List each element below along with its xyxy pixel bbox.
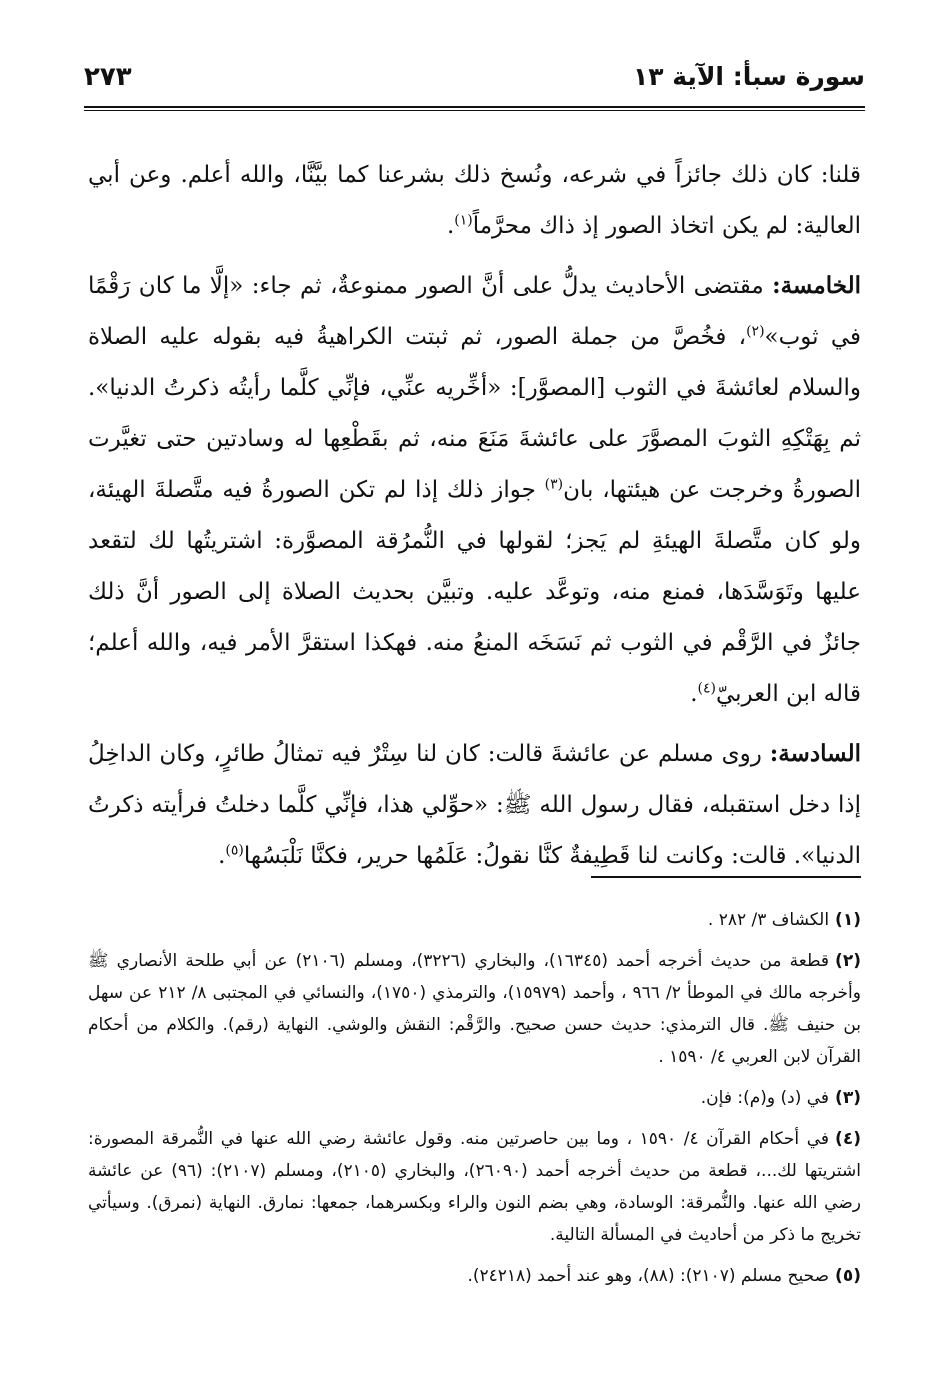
paragraph-text: ، فخُصَّ من جملة الصور، ثم ثبتت الكراهيةُ فيه بقوله عليه الصلاة والسلام لعائشةَ في الثوب [المصوَّر]: «أخِّريه عنِّي، فإنِّي كلَّما رأيتُه ذكرتُ الدنيا». ثم بِهَتْكِهِ الثوبَ المصوَّرَ على عائشةَ مَنَعَ منه، ثم بقَطْعِها له وسادتين حتى تغيَّرت الصورةُ وخرجت عن هيئتها، بان [88,324,861,503]
section-heading-fifth: الخامسة: [772,272,861,299]
main-text [88,150,861,890]
footnote-text: قطعة من حديث أخرجه أحمد (١٦٣٤٥)، والبخاري (٣٢٢٦)، ومسلم (٢١٠٦) عن أبي طلحة الأنصاري ﷺ وأخرجه مالك في الموطأ ٢/ ٩٦٦ ، وأحمد (١٥٩٧٩)، والترمذي (١٧٥٠)، والنسائي في المجتبى ٨/ ٢١٢ عن سهل بن حنيف ﷺ. قال الترمذي: حديث حسن صحيح. والرَّقْم: النقش والوشي. النهاية (رقم). والكلام من أحكام القرآن لابن العربي ٤/ ١٥٩٠ . [88,951,861,1067]
footnote-separator [591,876,861,878]
running-title: سورة سبأ: الآية ١٣ [633,62,865,91]
paragraph-end: . [690,681,698,707]
paragraph-text: قلنا: كان ذلك جائزاً في شرعه، ونُسخ ذلك بشرعنا كما بيَّنَّا، والله أعلم. وعن أبي العالية: لم يكن اتخاذ الصور إذ ذاك محرَّماً [88,162,861,239]
footnote-ref-2: (٢) [746,323,765,340]
footnote-ref-3: (٣) [544,476,564,493]
page-header [84,62,865,102]
paragraph-2 [88,260,861,720]
footnote-2 [88,945,861,1073]
paragraph-1 [88,150,861,252]
paragraph-end: . [446,213,455,239]
footnote-text: في أحكام القرآن ٤/ ١٥٩٠ ، وما بين حاصرتين منه. وقول عائشة رضي الله عنها في النُّمرقة المصورة: اشتريتها لك...، قطعة من حديث أخرجه أحمد (٢٦٠٩٠)، والبخاري (٢١٠٥)، ومسلم (٢١٠٧): (٩٦) عن عائشة رضي الله عنها. والنُّمرقة: الوسادة، وهي بضم النون والراء وبكسرهما، جمعها: نمارق. النهاية (نمرق). وسيأتي تخريج ما ذكر من أحاديث في المسألة التالية. [88,1129,861,1245]
footnote-1 [88,904,861,936]
footnote-number: (٢) [835,951,861,971]
footnote-4 [88,1123,861,1251]
footnote-number: (٤) [835,1129,861,1149]
paragraph-text: جواز ذلك إذا لم تكن الصورةُ فيه متَّصلةَ الهيئة، ولو كان متَّصلةَ الهيئةِ لم يَجز؛ لقولها في النُّمرُقة المصوَّرة: اشتريتُها لك لتقعد عليها وتَوَسَّدَها، فمنع منه، وتوعَّد عليه. وتبيَّن بحديث الصلاة إلى الصور أنَّ ذلك جائزٌ في الرَّقْم في الثوب ثم نَسَخَه المنعُ منه. فهكذا استقرَّ الأمر فيه، والله أعلم؛ قاله ابن العربيّ [88,477,861,707]
footnote-number: (٥) [835,1266,861,1286]
footnote-number: (١) [835,910,861,930]
paragraph-end: . [218,843,226,869]
footnote-ref-5: (٥) [225,842,244,859]
footnote-number: (٣) [835,1088,861,1108]
footnote-text: الكشاف ٣/ ٢٨٢ . [707,910,830,930]
footnote-3 [88,1082,861,1114]
footnote-ref-1: (١) [454,212,473,229]
footnote-text: صحيح مسلم (٢١٠٧): (٨٨)، وهو عند أحمد (٢٤٢١٨). [467,1266,830,1286]
paragraph-3 [88,728,861,882]
footnote-5 [88,1260,861,1292]
paragraph-text: روى مسلم عن عائشةَ قالت: كان لنا سِتْرٌ فيه تمثالُ طائرٍ، وكان الداخِلُ إذا دخل استقبله، فقال رسول الله ﷺ: «حوِّلي هذا، فإنِّي كلَّما دخلتُ فرأيته ذكرتُ الدنيا». قالت: وكانت لنا قَطِيفةٌ كنَّا نقولُ: عَلَمُها حرير، فكنَّا نَلْبَسُها [88,741,861,869]
paragraph-text: مقتضى الأحاديث يدلُّ على أنَّ الصور ممنوعةٌ، ثم جاء: «إلَّا ما كان رَقْمًا في ثوب» [88,273,862,350]
page-number: ٢٧٣ [84,62,132,92]
header-rule [84,106,865,111]
footnotes [88,904,861,1301]
footnote-text: في (د) و(م): فإن. [700,1088,830,1108]
section-heading-sixth: السادسة: [769,740,861,767]
footnote-ref-4: (٤) [697,680,716,697]
